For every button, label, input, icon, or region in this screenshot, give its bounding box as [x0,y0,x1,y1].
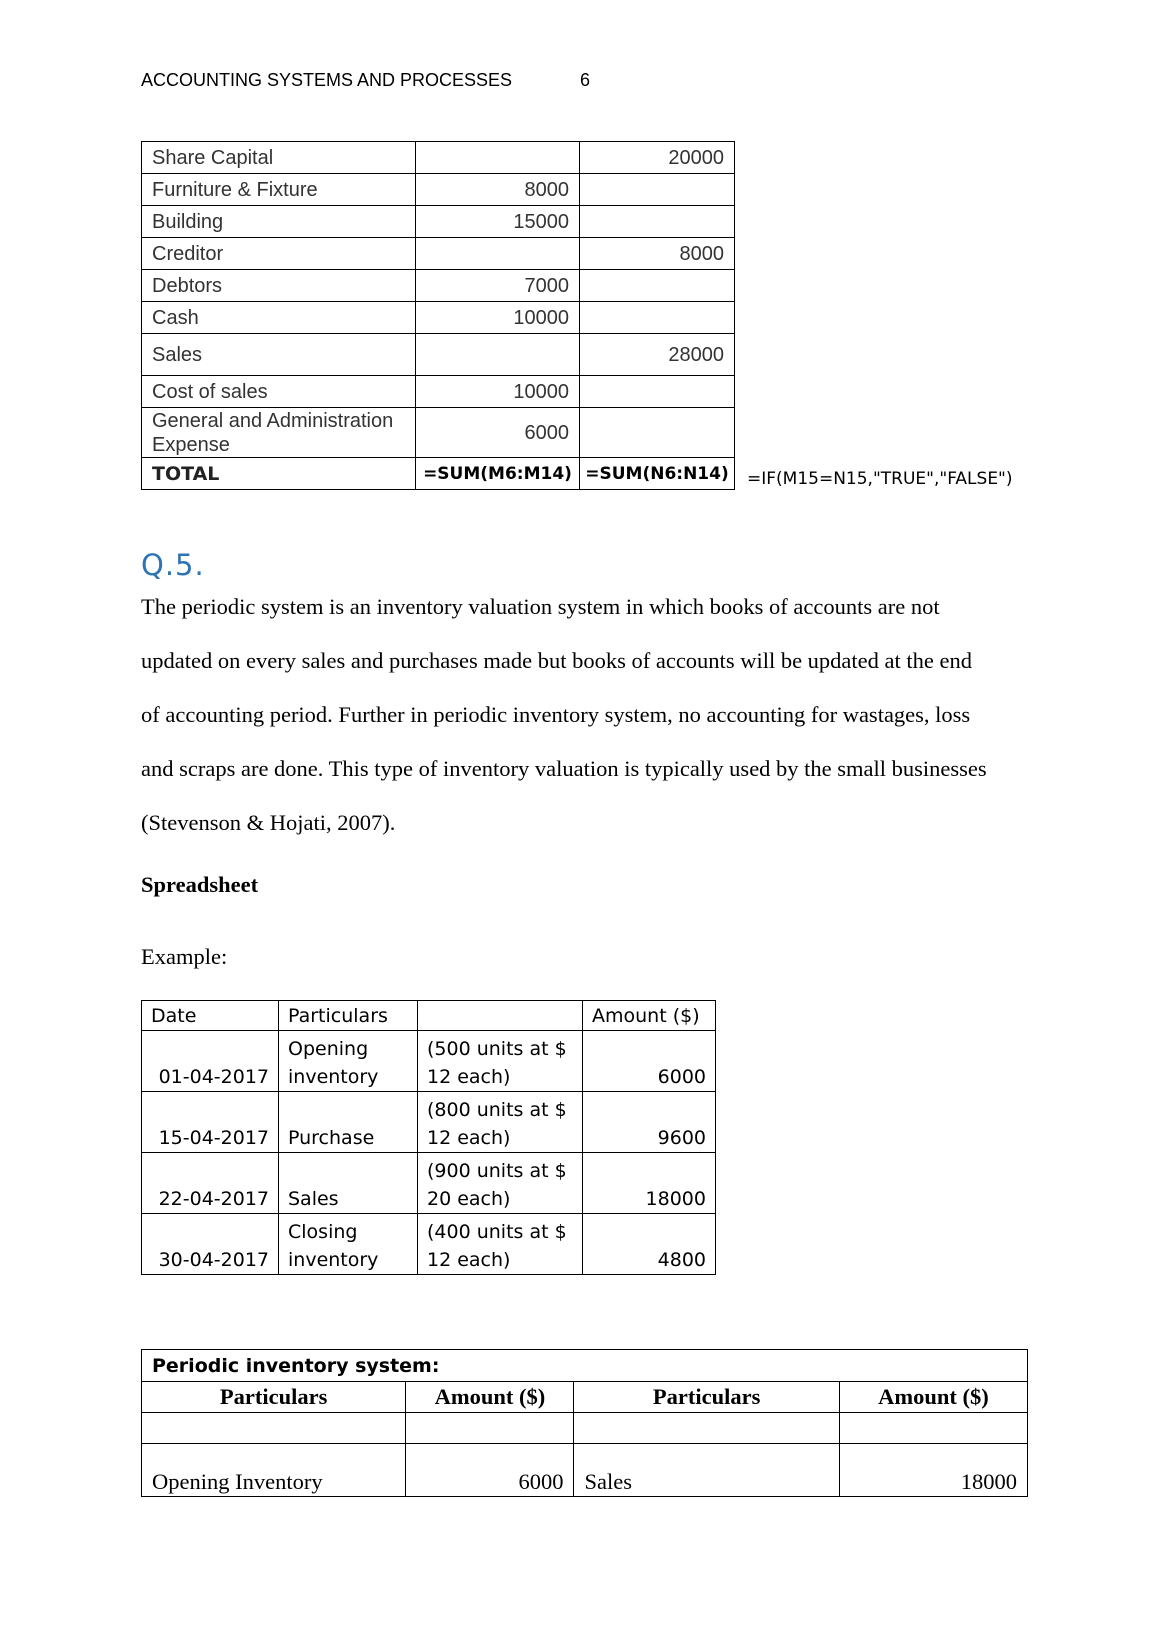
particulars-line: Sales [288,1188,339,1210]
debit-cell: 15000 [416,206,580,238]
page-number: 6 [580,70,591,90]
detail-line: 12 each) [427,1066,511,1088]
debit-cell: 10000 [416,376,580,408]
header-row [142,1001,716,1031]
total-row [142,458,735,490]
credit-cell [580,174,735,206]
date-cell: 22-04-2017 [142,1153,279,1214]
left-particular-cell: Opening Inventory [142,1444,406,1497]
paragraph-line: The periodic system is an inventory valuation system in which books of accounts are not [141,594,940,619]
example-label: Example: [141,944,228,969]
spreadsheet-subheading: Spreadsheet [141,872,259,897]
debit-total-formula: =SUM(M6:M14) [416,458,580,490]
credit-cell [580,302,735,334]
debit-cell: 8000 [416,174,580,206]
header-row [142,1382,1028,1413]
detail-cell [418,1153,583,1214]
paragraph-line: updated on every sales and purchases made but books of accounts will be updated at the end [141,648,972,673]
debit-cell [416,334,580,376]
particulars-line: inventory [288,1066,379,1088]
particulars-cell [279,1031,418,1092]
empty-cell [142,1413,406,1444]
header-right-amount: Amount ($) [839,1382,1027,1413]
table-row [142,174,735,206]
particulars-cell [279,1153,418,1214]
right-particular-cell: Sales [574,1444,839,1497]
empty-cell [839,1413,1027,1444]
detail-line: (800 units at $ [427,1099,567,1121]
account-cell: Sales [142,334,416,376]
credit-cell: 28000 [580,334,735,376]
header-right-particulars: Particulars [574,1382,839,1413]
amount-cell: 4800 [583,1214,716,1275]
table-row [142,334,735,376]
credit-cell: 20000 [580,142,735,174]
detail-cell [418,1031,583,1092]
amount-cell: 9600 [583,1092,716,1153]
particulars-cell [279,1214,418,1275]
credit-cell [580,270,735,302]
particulars-cell [279,1092,418,1153]
header-particulars: Particulars [279,1001,418,1031]
header-date: Date [142,1001,279,1031]
paragraph-line: of accounting period. Further in periodic inventory system, no accounting for wastages, loss [141,702,971,727]
empty-cell [574,1413,839,1444]
amount-cell: 18000 [583,1153,716,1214]
account-cell: Cost of sales [142,376,416,408]
debit-cell: 7000 [416,270,580,302]
date-cell: 01-04-2017 [142,1031,279,1092]
detail-line: 12 each) [427,1249,511,1271]
left-amount-cell: 6000 [406,1444,574,1497]
account-cell: Creditor [142,238,416,270]
body-paragraph [141,580,1031,850]
debit-cell [416,142,580,174]
table-row [142,1214,716,1275]
table-row [142,1153,716,1214]
debit-cell: 10000 [416,302,580,334]
date-cell: 15-04-2017 [142,1092,279,1153]
account-cell: Debtors [142,270,416,302]
table-row [142,142,735,174]
detail-line: (400 units at $ [427,1221,567,1243]
credit-cell [580,376,735,408]
table-row [142,238,735,270]
detail-line: (500 units at $ [427,1038,567,1060]
particulars-line: Opening [288,1038,369,1060]
table-row [142,408,735,458]
credit-cell [580,206,735,238]
periodic-inventory-table [141,1349,1028,1497]
balance-check-formula: =IF(M15=N15,"TRUE","FALSE") [747,469,1013,489]
detail-line: 20 each) [427,1188,511,1210]
table-row [142,1092,716,1153]
account-cell: Furniture & Fixture [142,174,416,206]
paragraph-line: (Stevenson & Hojati, 2007). [141,810,396,835]
table-title: Periodic inventory system: [142,1350,1028,1382]
table-row [142,376,735,408]
header-amount: Amount ($) [583,1001,716,1031]
table-title-row [142,1350,1028,1382]
header-left-particulars: Particulars [142,1382,406,1413]
table-row [142,270,735,302]
particulars-line: Purchase [288,1127,375,1149]
question-heading: Q.5. [141,548,205,582]
date-cell: 30-04-2017 [142,1214,279,1275]
detail-line: 12 each) [427,1127,511,1149]
page-header [141,70,591,91]
paragraph-line: and scraps are done. This type of inventory valuation is typically used by the small businesses [141,756,987,781]
table-row [142,1031,716,1092]
right-amount-cell: 18000 [839,1444,1027,1497]
table-row [142,1444,1028,1497]
credit-total-formula: =SUM(N6:N14) [580,458,735,490]
particulars-line: inventory [288,1249,379,1271]
empty-row [142,1413,1028,1444]
detail-cell [418,1092,583,1153]
credit-cell: 8000 [580,238,735,270]
trial-balance-table [141,141,735,490]
detail-cell [418,1214,583,1275]
credit-cell [580,408,735,458]
header-left-amount: Amount ($) [406,1382,574,1413]
total-label: TOTAL [142,458,416,490]
account-cell: General and Administration Expense [142,408,416,458]
account-cell: Share Capital [142,142,416,174]
amount-cell: 6000 [583,1031,716,1092]
account-cell: Cash [142,302,416,334]
table-row [142,206,735,238]
empty-cell [406,1413,574,1444]
header-detail [418,1001,583,1031]
example-table [141,1000,716,1275]
table-row [142,302,735,334]
header-title: ACCOUNTING SYSTEMS AND PROCESSES [141,70,513,90]
debit-cell: 6000 [416,408,580,458]
detail-line: (900 units at $ [427,1160,567,1182]
account-cell: Building [142,206,416,238]
debit-cell [416,238,580,270]
particulars-line: Closing [288,1221,358,1243]
